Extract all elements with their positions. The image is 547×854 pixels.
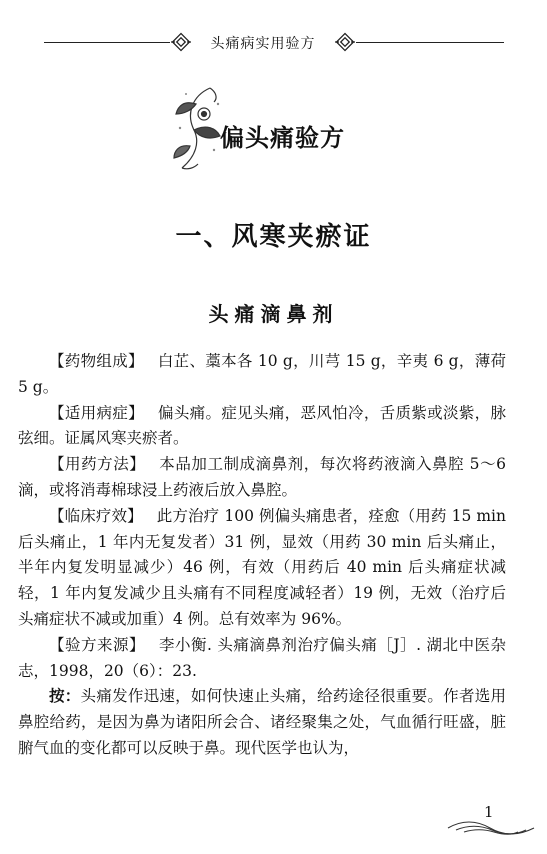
entry-label: 【药物组成】 [49, 352, 144, 370]
header-rule-left [44, 42, 170, 43]
running-header [0, 28, 547, 56]
entry-label: 【适用病症】 [49, 403, 144, 422]
entry-indication [18, 401, 506, 453]
section-title: 一、风寒夹瘀证 [175, 222, 372, 252]
entry-text: 偏头痛。症见头痛，恶风怕冷，舌质紫或淡紫，脉弦细。证属风寒夹瘀者。 [18, 403, 506, 448]
entry-efficacy [18, 504, 506, 633]
entry-text: 本品加工制成滴鼻剂，每次将药液滴入鼻腔 5～6 滴，或将消毒棉球浸上药液后放入鼻腔。 [18, 455, 506, 499]
knot-ornament-icon [170, 31, 192, 53]
entry-label: 【临床疗效】 [49, 506, 143, 525]
entry-label: 【验方来源】 [49, 635, 146, 654]
wave-ornament-icon [446, 818, 536, 838]
note-paragraph [18, 684, 506, 761]
entry-source [18, 633, 506, 685]
recipe-title: 头痛滴鼻剂 [208, 302, 339, 326]
body-text [18, 349, 506, 762]
running-title: 头痛病实用验方 [210, 36, 316, 52]
entry-composition [18, 349, 506, 401]
knot-ornament-icon [334, 31, 356, 53]
entry-text: 李小衡. 头痛滴鼻剂治疗偏头痛［J］. 湖北中医杂志，1998，20（6）：23. [18, 635, 506, 680]
chapter-title: 偏头痛验方 [220, 124, 345, 152]
note-label: 按： [49, 687, 81, 706]
entry-text: 白芷、藁本各 10 g，川芎 15 g，辛夷 6 g，薄荷 5 g。 [18, 352, 506, 396]
entry-usage [18, 452, 506, 504]
entry-label: 【用药方法】 [49, 455, 146, 474]
entry-text: 此方治疗 100 例偏头痛患者，痊愈（用药 15 min 后头痛止，1 年内无复发者）31 例，显效（用药 30 min 后头痛止，半年内复发明显减少）46 例，有效（用药后 40 min 后头痛症状减轻，1 年内复发减少且头痛有不同程度减轻者）19 例，无效（治疗后头痛症状不减或加重）4 例。总有效率为 96%。 [18, 506, 506, 628]
note-text: 头痛发作迅速，如何快速止头痛，给药途径很重要。作者选用鼻腔给药，是因为鼻为诸阳所会合、诸经聚集之处，气血循行旺盛，脏腑气血的变化都可以反映于鼻。现代医学也认为， [18, 687, 506, 757]
header-rule-right [356, 42, 504, 43]
page-number: 1 [484, 803, 494, 821]
